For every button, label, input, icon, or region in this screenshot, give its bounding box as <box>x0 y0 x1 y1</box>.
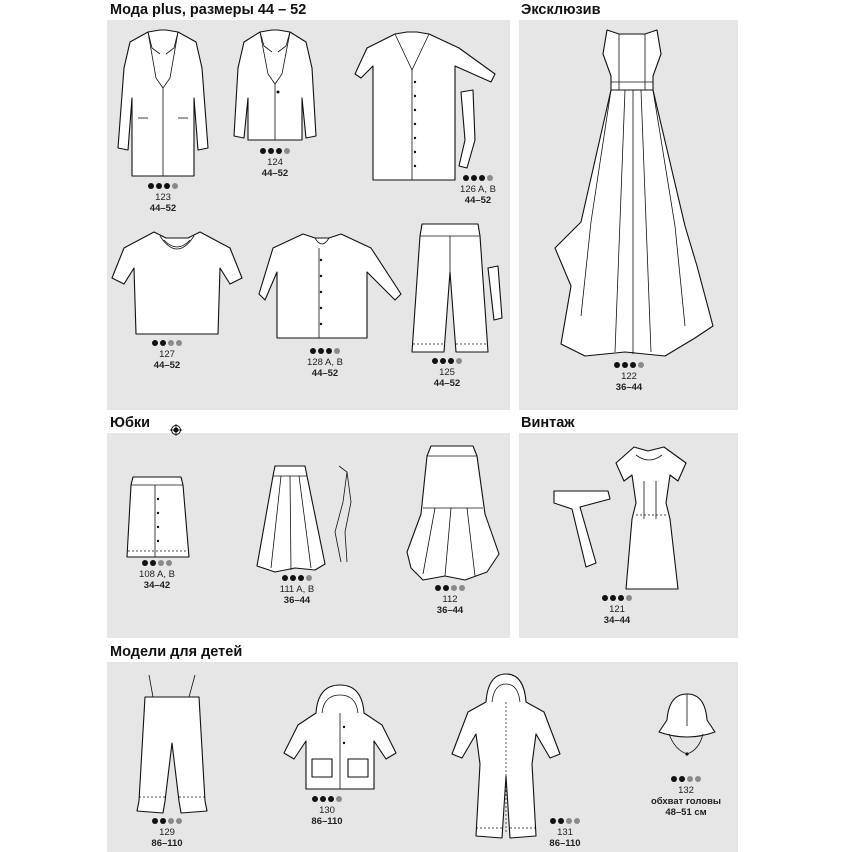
difficulty-dot-filled <box>558 818 564 824</box>
difficulty-dot-filled <box>630 362 636 368</box>
section-title-plus: Мода plus, размеры 44 – 52 <box>110 2 307 18</box>
difficulty-dot-filled <box>160 340 166 346</box>
difficulty-dot-empty <box>626 595 632 601</box>
difficulty-dot-empty <box>176 818 182 824</box>
difficulty-dots <box>262 575 332 583</box>
difficulty-dot-filled <box>318 348 324 354</box>
model-size: 36–44 <box>615 382 643 393</box>
difficulty-dot-filled <box>148 183 154 189</box>
model-number: 126 A, B <box>460 184 496 195</box>
difficulty-dot-empty <box>176 340 182 346</box>
difficulty-dot-filled <box>463 175 469 181</box>
model-132-drawing[interactable] <box>655 692 717 757</box>
difficulty-dots <box>650 776 722 784</box>
difficulty-dot-filled <box>310 348 316 354</box>
difficulty-dot-empty <box>166 560 172 566</box>
model-130-drawing[interactable] <box>282 683 397 793</box>
model-number: 129 <box>159 827 175 838</box>
difficulty-dots <box>594 362 664 370</box>
model-size: 44–52 <box>153 360 181 371</box>
model-127-drawing[interactable] <box>112 228 242 338</box>
model-121-caption <box>582 595 652 626</box>
model-126-caption <box>443 175 513 206</box>
model-size: 34–42 <box>143 580 171 591</box>
model-number: 112 <box>442 594 458 605</box>
model-131-drawing[interactable] <box>452 672 562 842</box>
model-112-caption <box>415 585 485 616</box>
difficulty-dots <box>240 148 310 156</box>
model-108-drawing[interactable] <box>125 475 190 560</box>
difficulty-dot-empty <box>336 796 342 802</box>
difficulty-dots <box>443 175 513 183</box>
model-131-caption <box>530 818 600 849</box>
difficulty-dot-empty <box>451 585 457 591</box>
registration-mark-icon <box>170 424 182 436</box>
difficulty-dot-filled <box>152 340 158 346</box>
difficulty-dot-filled <box>312 796 318 802</box>
model-size: 86–110 <box>151 838 183 849</box>
model-112-drawing[interactable] <box>405 444 500 584</box>
difficulty-dots <box>412 358 482 366</box>
model-number: 124 <box>267 157 283 168</box>
difficulty-dot-empty <box>456 358 462 364</box>
model-132-caption <box>650 776 722 818</box>
model-number: 121 <box>609 604 625 615</box>
model-129-drawing[interactable] <box>135 673 210 815</box>
section-title-skirts: Юбки <box>110 415 151 431</box>
difficulty-dot-filled <box>298 575 304 581</box>
model-125-drawing[interactable] <box>408 222 508 357</box>
difficulty-dot-filled <box>622 362 628 368</box>
model-size: 44–52 <box>149 203 177 214</box>
difficulty-dot-empty <box>459 585 465 591</box>
difficulty-dot-filled <box>440 358 446 364</box>
section-title-vintage: Винтаж <box>521 415 575 431</box>
difficulty-dot-empty <box>638 362 644 368</box>
difficulty-dot-empty <box>158 560 164 566</box>
difficulty-dot-filled <box>282 575 288 581</box>
difficulty-dot-empty <box>574 818 580 824</box>
difficulty-dots <box>132 340 202 348</box>
model-size: 86–110 <box>311 816 343 827</box>
difficulty-dot-filled <box>471 175 477 181</box>
model-number: 130 <box>319 805 335 816</box>
difficulty-dots <box>415 585 485 593</box>
difficulty-dot-filled <box>614 362 620 368</box>
difficulty-dots <box>128 183 198 191</box>
model-number: 123 <box>155 192 171 203</box>
difficulty-dots <box>530 818 600 826</box>
difficulty-dot-filled <box>164 183 170 189</box>
difficulty-dot-filled <box>435 585 441 591</box>
model-size: 44–52 <box>311 368 339 379</box>
difficulty-dot-filled <box>328 796 334 802</box>
difficulty-dot-filled <box>320 796 326 802</box>
difficulty-dots <box>290 348 360 356</box>
difficulty-dot-filled <box>610 595 616 601</box>
difficulty-dot-empty <box>695 776 701 782</box>
difficulty-dot-filled <box>290 575 296 581</box>
model-size: 86–110 <box>549 838 581 849</box>
difficulty-dot-empty <box>172 183 178 189</box>
difficulty-dot-filled <box>448 358 454 364</box>
model-number: 122 <box>621 371 637 382</box>
difficulty-dot-empty <box>306 575 312 581</box>
difficulty-dots <box>132 818 202 826</box>
model-111-caption <box>262 575 332 606</box>
difficulty-dot-filled <box>152 818 158 824</box>
model-121-drawing[interactable] <box>552 443 697 593</box>
model-128-caption <box>290 348 360 379</box>
difficulty-dot-filled <box>479 175 485 181</box>
model-size: 44–52 <box>261 168 289 179</box>
model-126-drawing[interactable] <box>355 30 505 185</box>
difficulty-dot-filled <box>160 818 166 824</box>
difficulty-dot-empty <box>566 818 572 824</box>
model-number: 131 <box>557 827 573 838</box>
model-size: 36–44 <box>283 595 311 606</box>
model-111-drawing[interactable] <box>255 462 370 577</box>
difficulty-dot-filled <box>150 560 156 566</box>
model-size: обхват головы 48–51 см <box>650 796 722 818</box>
section-title-exclusive: Эксклюзив <box>521 2 601 18</box>
difficulty-dot-filled <box>671 776 677 782</box>
model-number: 108 A, B <box>139 569 175 580</box>
difficulty-dot-empty <box>168 340 174 346</box>
model-number: 125 <box>439 367 455 378</box>
difficulty-dot-empty <box>687 776 693 782</box>
difficulty-dot-empty <box>284 148 290 154</box>
difficulty-dot-filled <box>550 818 556 824</box>
difficulty-dot-filled <box>602 595 608 601</box>
difficulty-dot-empty <box>334 348 340 354</box>
model-number: 127 <box>159 349 175 360</box>
difficulty-dot-filled <box>326 348 332 354</box>
difficulty-dot-filled <box>260 148 266 154</box>
model-number: 128 A, B <box>307 357 343 368</box>
model-127-caption <box>132 340 202 371</box>
model-108-caption <box>122 560 192 591</box>
difficulty-dot-filled <box>618 595 624 601</box>
model-size: 34–44 <box>603 615 631 626</box>
model-size: 36–44 <box>436 605 464 616</box>
model-123-drawing[interactable] <box>118 28 208 183</box>
difficulty-dot-filled <box>268 148 274 154</box>
model-122-drawing[interactable] <box>545 26 720 358</box>
difficulty-dot-filled <box>276 148 282 154</box>
model-124-caption <box>240 148 310 179</box>
model-129-caption <box>132 818 202 849</box>
model-128-drawing[interactable] <box>255 230 405 342</box>
model-124-drawing[interactable] <box>234 28 316 148</box>
difficulty-dot-filled <box>679 776 685 782</box>
model-number: 132 <box>678 785 694 796</box>
model-123-caption <box>128 183 198 214</box>
difficulty-dots <box>292 796 362 804</box>
difficulty-dot-filled <box>432 358 438 364</box>
model-number: 111 A, B <box>279 584 315 595</box>
difficulty-dot-filled <box>443 585 449 591</box>
section-title-kids: Модели для детей <box>110 644 243 660</box>
difficulty-dot-filled <box>142 560 148 566</box>
difficulty-dot-empty <box>168 818 174 824</box>
model-size: 44–52 <box>464 195 492 206</box>
model-122-caption <box>594 362 664 393</box>
difficulty-dot-filled <box>156 183 162 189</box>
difficulty-dots <box>122 560 192 568</box>
model-size: 44–52 <box>433 378 461 389</box>
difficulty-dot-empty <box>487 175 493 181</box>
model-130-caption <box>292 796 362 827</box>
model-125-caption <box>412 358 482 389</box>
difficulty-dots <box>582 595 652 603</box>
